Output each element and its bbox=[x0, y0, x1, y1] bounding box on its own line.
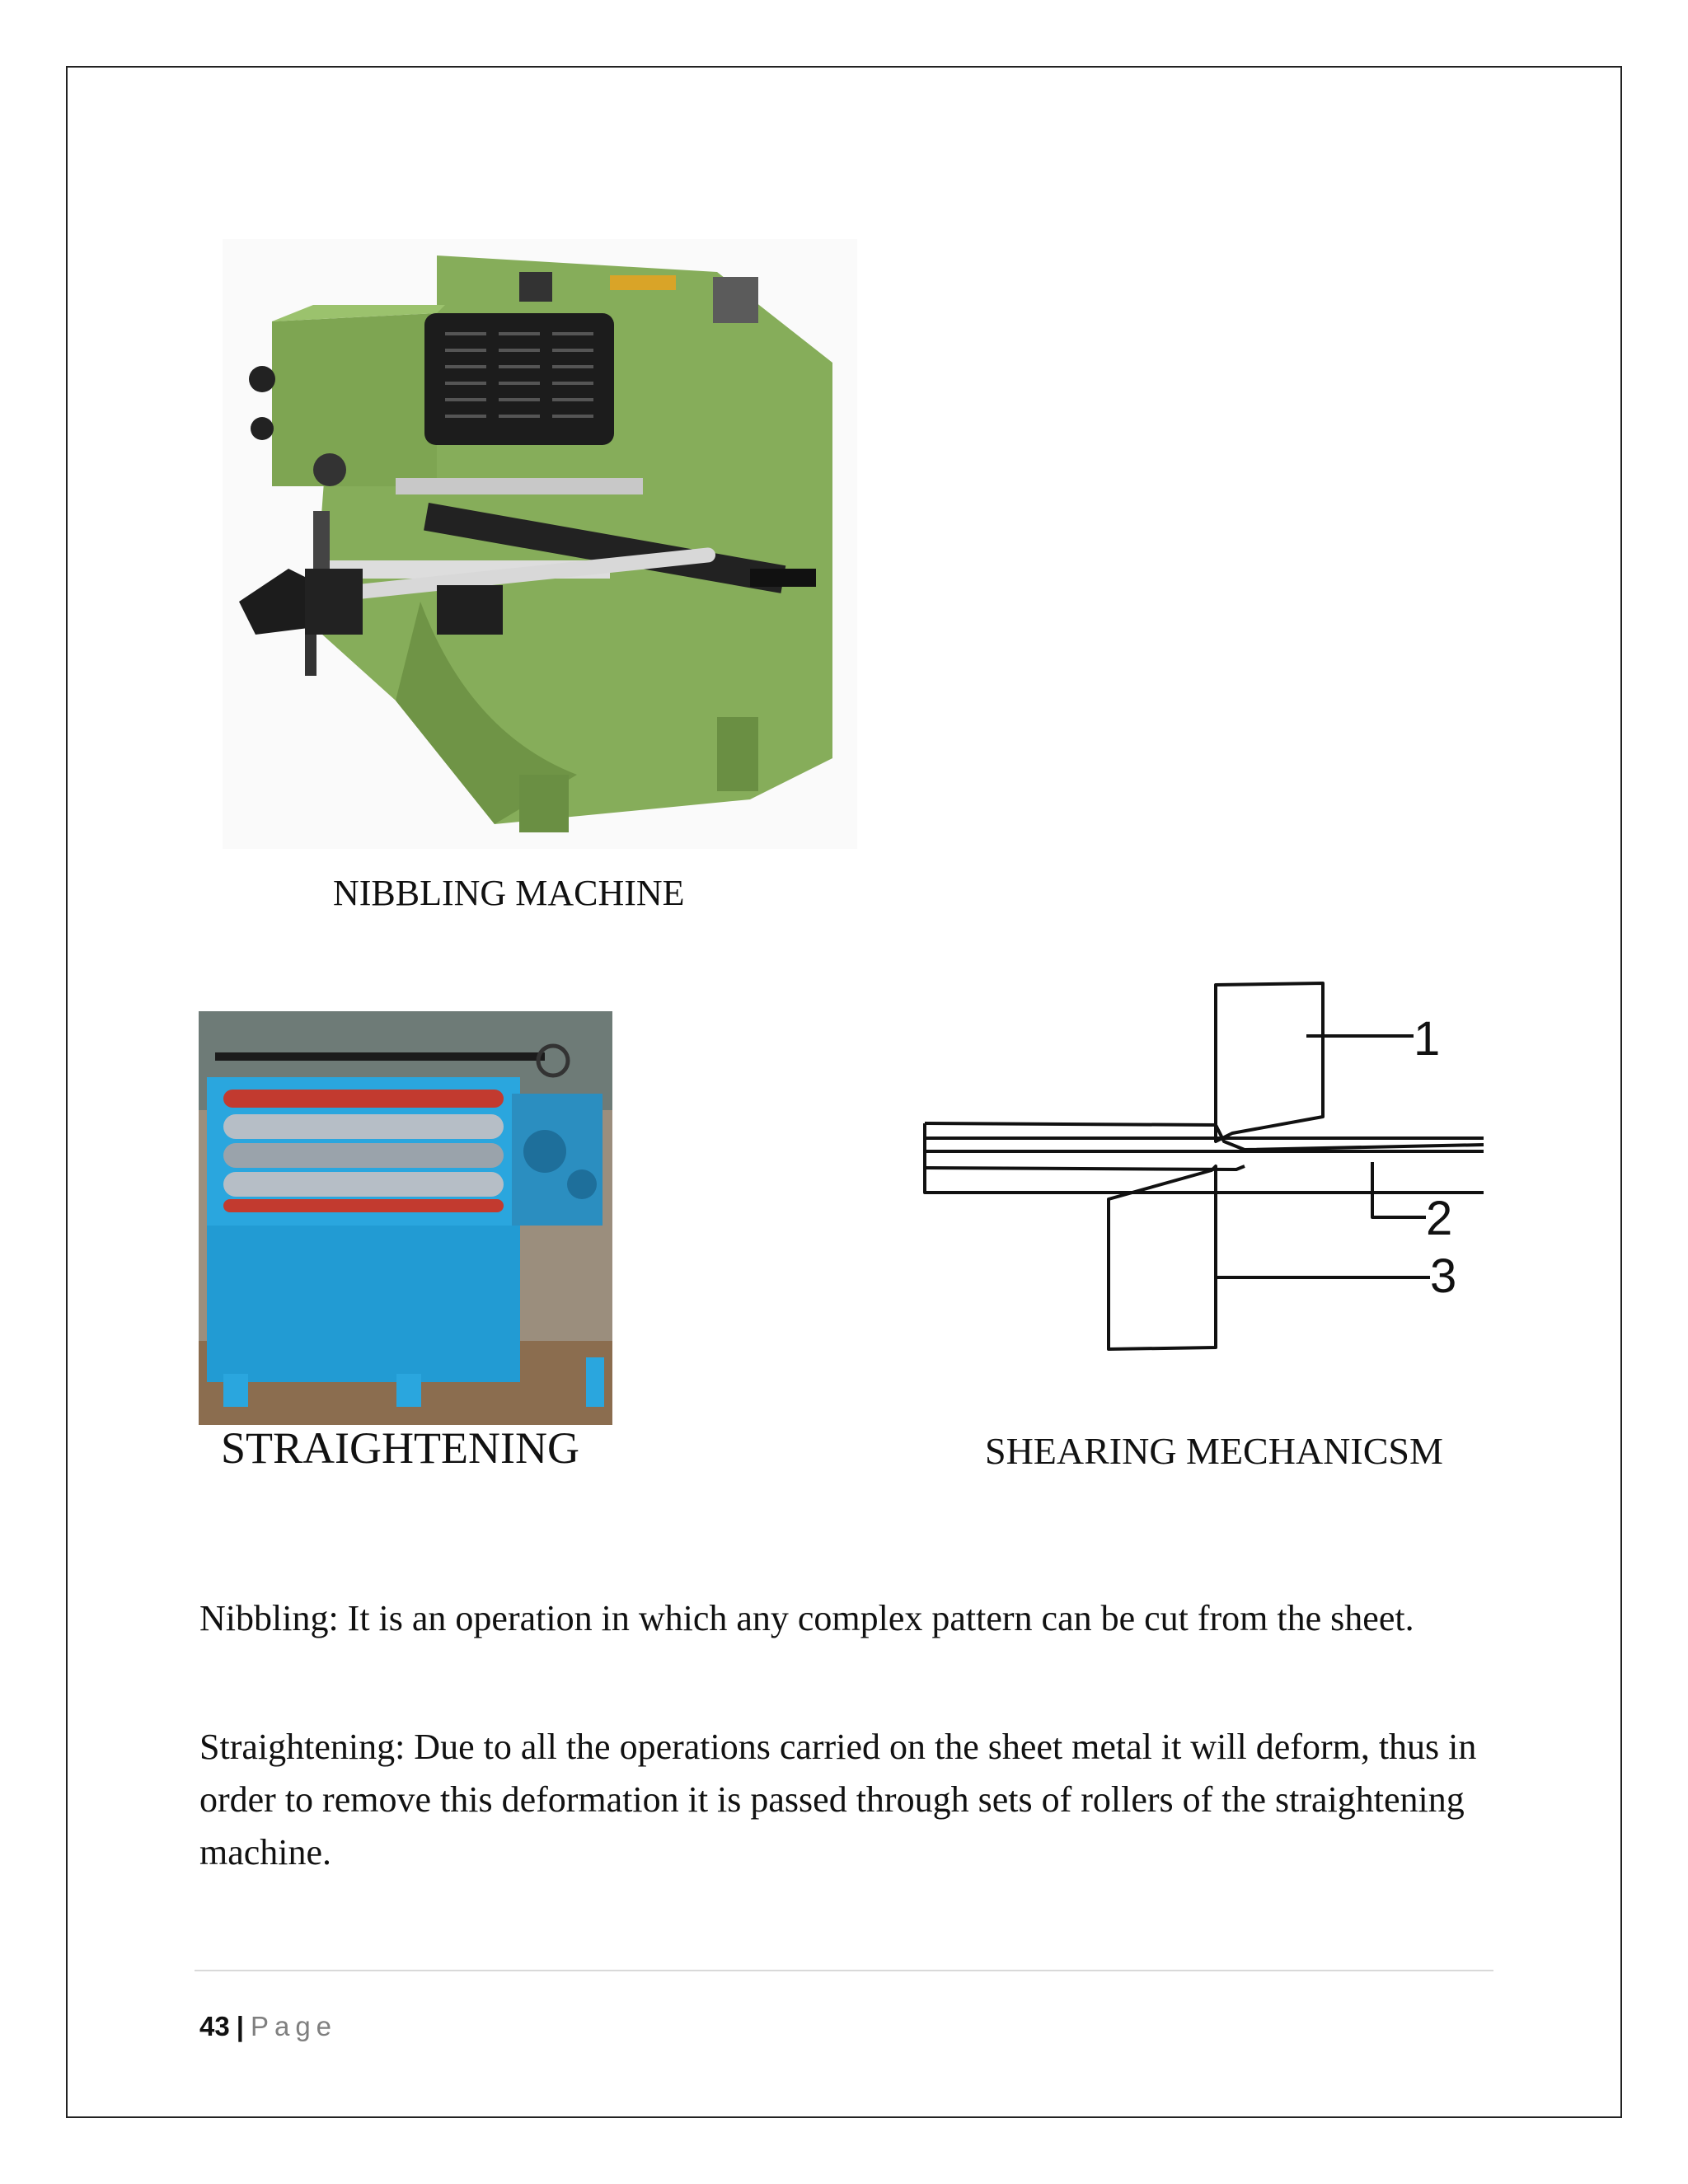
nibbling-machine-image bbox=[223, 239, 857, 849]
page-label: Page bbox=[250, 2011, 338, 2041]
page-footer bbox=[199, 2011, 337, 2042]
page-number: 43 bbox=[199, 2011, 230, 2041]
shearing-mechanism-diagram bbox=[915, 977, 1492, 1364]
straightening-machine-image bbox=[199, 1011, 612, 1425]
upper-blade bbox=[1216, 983, 1323, 1141]
footer-separator: | bbox=[236, 2011, 244, 2041]
diagram-label-2: 2 bbox=[1426, 1192, 1453, 1245]
nibbling-paragraph: Nibbling: It is an operation in which any complex pattern can be cut from the sheet. bbox=[199, 1598, 1414, 1638]
diagram-label-1: 1 bbox=[1414, 1012, 1441, 1066]
shearing-caption: SHEARING MECHANICSM bbox=[985, 1430, 1443, 1472]
straightening-paragraph: Straightening: Due to all the operations carried on the sheet metal it will deform, thus in order to remove this deformation it is passed through sets of rollers of the straightening machine. bbox=[199, 1727, 1477, 1872]
footer-divider bbox=[195, 1970, 1493, 1971]
nibbling-caption: NIBBLING MACHINE bbox=[333, 873, 685, 913]
straightening-caption: STRAIGHTENING bbox=[221, 1423, 579, 1473]
diagram-label-3: 3 bbox=[1430, 1249, 1457, 1303]
